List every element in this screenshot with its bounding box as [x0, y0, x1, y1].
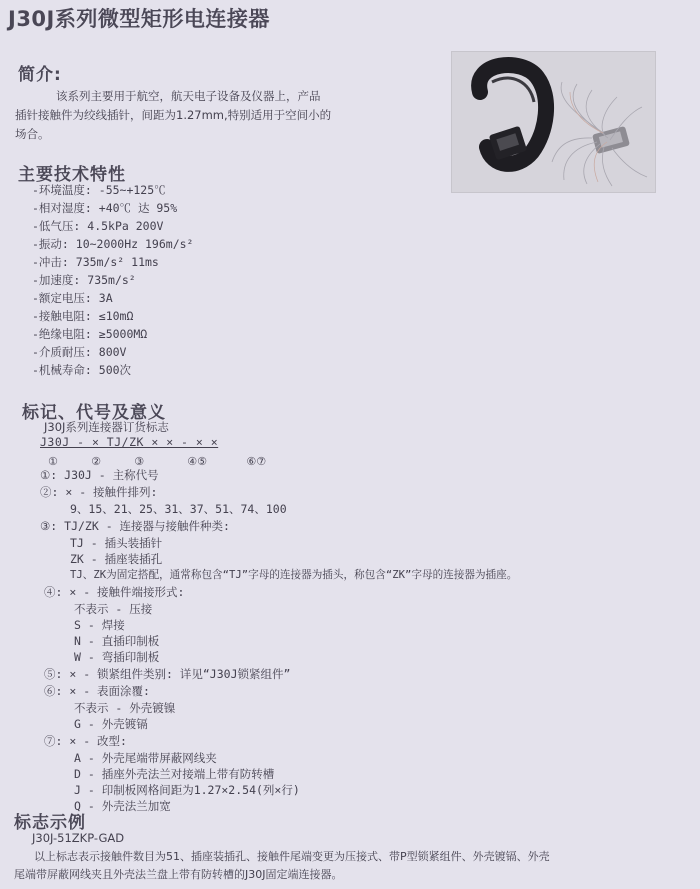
example-heading: 标志示例 — [14, 813, 86, 833]
marking-item-6: ⑥: × - 表面涂覆: — [44, 684, 150, 698]
order-code-pattern: J30J - × TJ/ZK × × - × × — [40, 435, 219, 449]
position-number: ⑥⑦ — [246, 455, 267, 468]
position-number: ① — [48, 455, 58, 468]
marking-item-7-j: J - 印制板网格间距为1.27×2.54(列×行) — [74, 783, 300, 797]
marking-item-7-q: Q - 外壳法兰加宽 — [74, 799, 171, 813]
marking-item-3-socket: ZK - 插座装插孔 — [70, 552, 163, 566]
marking-item-4-right-angle-pcb: W - 弯插印制板 — [74, 650, 160, 664]
example-description-line-1: 以上标志表示接触件数目为51、插座装插孔、接触件尾端变更为压接式、带P型锁紧组件、外壳镀镉、外壳 — [34, 850, 550, 863]
marking-item-4-solder: S - 焊接 — [74, 618, 125, 632]
marking-item-4: ④: × - 接触件端接形式: — [44, 585, 185, 599]
intro-line-1: 该系列主要用于航空，航天电子设备及仪器上，产品 — [56, 89, 321, 103]
specs-heading: 主要技术特性 — [18, 165, 126, 185]
spec-temperature: -环境温度: -55~+125℃ — [32, 183, 166, 197]
spec-humidity: -相对湿度: +40℃ 达 95% — [32, 201, 178, 215]
spec-acceleration: -加速度: 735m/s² — [32, 273, 136, 287]
marking-subtitle: J30J系列连接器订货标志 — [44, 420, 169, 434]
marking-item-7: ⑦: × - 改型: — [44, 734, 127, 748]
contact-arrangement-values: 9、15、21、25、31、37、51、74、100 — [70, 502, 287, 516]
spec-contact-resistance: -接触电阻: ≤10mΩ — [32, 309, 134, 323]
position-number: ③ — [134, 455, 145, 468]
marking-item-7-a: A - 外壳尾端带屏蔽网线夹 — [74, 751, 217, 765]
example-code: J30J-51ZKP-GAD — [32, 831, 125, 845]
connector-photo — [451, 51, 656, 193]
marking-item-2: ②: × - 接触件排列: — [40, 485, 158, 499]
marking-item-4-crimp: 不表示 - 压接 — [74, 602, 153, 616]
intro-line-2: 插针接触件为绞线插针，间距为1.27mm,特别适用于空间小的 — [15, 108, 332, 122]
marking-item-3-note: TJ、ZK为固定搭配，通常称包含“TJ”字母的连接器为插头，称包含“ZK”字母的连接器为插座。 — [70, 569, 518, 581]
marking-item-3-plug: TJ - 插头装插针 — [70, 536, 163, 550]
spec-rated-voltage: -额定电压: 3A — [32, 291, 113, 305]
intro-line-3: 场合。 — [15, 127, 50, 141]
marking-item-6-nickel: 不表示 - 外壳镀镍 — [74, 701, 176, 715]
position-number: ④⑤ — [187, 455, 208, 468]
position-number: ② — [91, 455, 101, 468]
marking-item-6-cadmium: G - 外壳镀镉 — [74, 717, 148, 731]
marking-item-5: ⑤: × - 锁紧组件类别: 详见“J30J锁紧组件” — [44, 667, 291, 681]
connector-illustration — [452, 52, 655, 192]
page-title: J30J系列微型矩形电连接器 — [8, 7, 270, 31]
marking-item-4-straight-pcb: N - 直插印制板 — [74, 634, 160, 648]
spec-mechanical-life: -机械寿命: 500次 — [32, 363, 132, 377]
marking-item-1: ①: J30J - 主称代号 — [40, 468, 159, 482]
spec-low-pressure: -低气压: 4.5kPa 200V — [32, 219, 164, 233]
marking-item-7-d: D - 插座外壳法兰对接端上带有防转槽 — [74, 767, 275, 781]
intro-heading: 简介: — [18, 65, 62, 85]
spec-vibration: -振动: 10~2000Hz 196m/s² — [32, 237, 194, 251]
spec-shock: -冲击: 735m/s² 11ms — [32, 255, 159, 269]
example-description-line-2: 尾端带屏蔽网线夹且外壳法兰盘上带有防转槽的J30J固定端连接器。 — [14, 868, 343, 881]
marking-heading: 标记、代号及意义 — [22, 403, 166, 423]
spec-dielectric-strength: -介质耐压: 800V — [32, 345, 127, 359]
spec-insulation-resistance: -绝缘电阻: ≥5000MΩ — [32, 327, 148, 341]
marking-item-3: ③: TJ/ZK - 连接器与接触件种类: — [40, 519, 230, 533]
